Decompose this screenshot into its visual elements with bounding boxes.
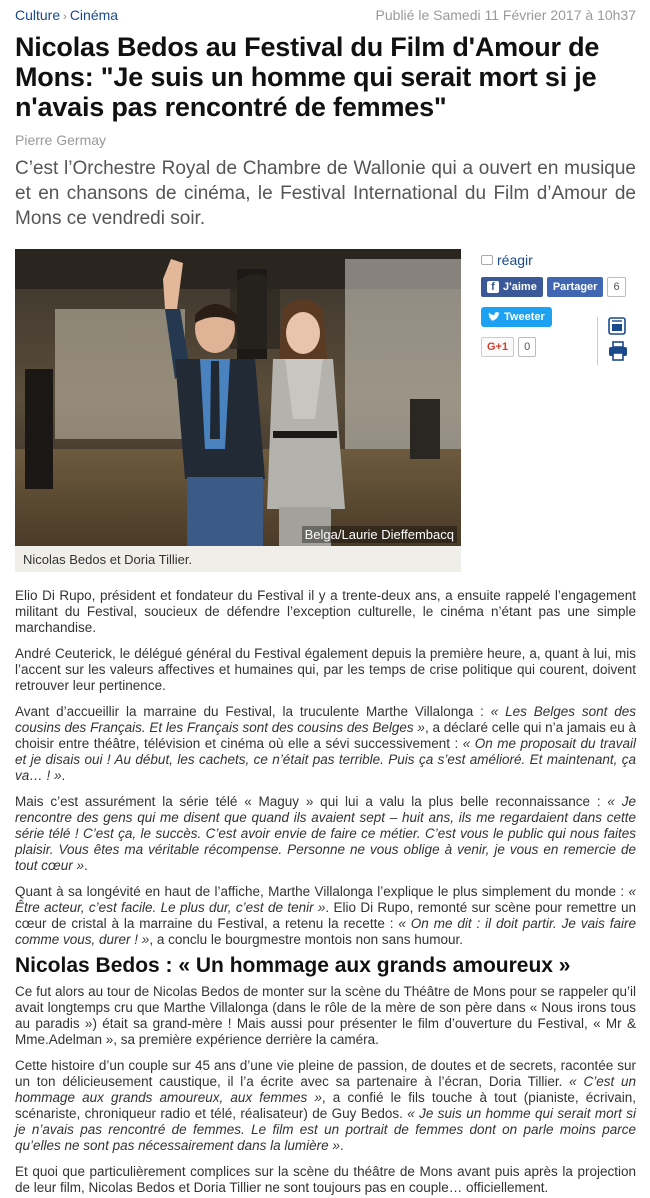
paragraph-text: , a conclu le bourgmestre montois non sans humour.	[149, 932, 463, 947]
paragraph-text: Avant d’accueillir la marraine du Festival, la truculente Marthe Villalonga :	[15, 704, 491, 719]
paragraph	[15, 1164, 636, 1196]
paragraph	[15, 588, 636, 636]
paragraph-text: Cette histoire d’un couple sur 45 ans d’une vie pleine de passion, de doutes et de secrets, racontée sur un ton délicieusement caustique, il l’a écrite avec sa partenaire à l’écran, Doria Tillier.	[15, 1058, 636, 1089]
breadcrumb-cinema-link[interactable]: Cinéma	[69, 7, 119, 23]
photo-illustration	[15, 249, 461, 546]
photo-credit: Belga/Laurie Dieffembacq	[302, 526, 457, 543]
facebook-share-button[interactable]: Partager	[547, 277, 604, 297]
quote-text: « C’est un hommage aux grands amoureux, aux femmes »	[15, 1074, 636, 1105]
quote-text: « On me proposait du travail et je disais oui ! Au début, les cachets, ce n’était pas terrible. Puis ça s’est amélioré. Et maintenant, ça va… ! »	[15, 736, 636, 783]
share-count: 6	[607, 277, 625, 297]
paragraph-text: Elio Di Rupo, président et fondateur du Festival il y a trente-deux ans, a ensuite rappelé l’engagement militant du Festival, soucieux de défendre l’exception culturelle, le cinéma n’étant pas une simple marchandise.	[15, 588, 636, 635]
paragraph-text: Mais c’est assurément la série télé « Maguy » qui lui a valu la plus belle reconnaissance :	[15, 794, 608, 809]
article-title: Nicolas Bedos au Festival du Film d'Amour de Mons: "Je suis un homme qui serait mort si je n'avais pas rencontré de femmes"	[15, 32, 600, 122]
paragraph	[15, 984, 636, 1048]
react-label: réagir	[497, 252, 533, 268]
social-sidebar	[461, 249, 636, 367]
paragraph-text: .	[339, 1138, 344, 1153]
breadcrumb	[15, 7, 118, 23]
photo-caption: Nicolas Bedos et Doria Tillier.	[15, 546, 461, 572]
paragraph-text: Et quoi que particulièrement complices sur la scène du théâtre de Mons avant puis après la projection de leur film, Nicolas Bedos et Doria Tillier ne sont toujours pas en couple… officiellement.	[15, 1164, 636, 1195]
article-body	[15, 588, 636, 1196]
paragraph-text: , a déclaré celle qui n’a jamais eu à choisir entre théâtre, télévision et cinéma où elle a sévi successivement :	[15, 720, 637, 751]
email-article-icon[interactable]	[608, 317, 626, 335]
paragraph	[15, 646, 636, 694]
article-photo	[15, 249, 461, 546]
breadcrumb-separator: ›	[63, 11, 67, 23]
paragraph-text: Quant à sa longévité en haut de l’affiche, Marthe Villalonga l’explique le plus simplement du monde :	[15, 884, 629, 899]
article-tools	[597, 317, 628, 365]
publish-date: Publié le Samedi 11 Février 2017 à 10h37	[375, 7, 636, 23]
paragraph	[15, 1058, 636, 1154]
facebook-icon: f	[487, 281, 499, 293]
comment-icon	[481, 255, 493, 265]
paragraph-text: , a confié le fils touche à tout (pianiste, écrivain, scénariste, chroniqueur radio et télé, réalisateur) de Guy Bedos.	[15, 1090, 636, 1121]
quote-text: « Je rencontre des gens qui me disent que quand ils avaient sept – huit ans, ils me regardaient dans cette série télé ! C’est ça, le succès. C’est avoir envie de faire ce métier. C’est vous le public qui nous faites plaisir. Vous êtes ma véritable récompense. Personne ne vous oblige à venir, je vous en remercie de tout cœur »	[15, 794, 636, 873]
tweet-button[interactable]	[481, 307, 552, 327]
quote-text: « Être acteur, c’est facile. Le plus dur, c’est de tenir »	[15, 884, 636, 915]
paragraph-text: .	[61, 768, 66, 783]
gplus-count: 0	[518, 337, 536, 357]
react-link[interactable]	[481, 251, 636, 269]
print-icon[interactable]	[608, 341, 628, 361]
facebook-row	[481, 277, 636, 297]
paragraph-text: . Elio Di Rupo, remonté sur scène pour remettre un cœur de cristal à la marraine du Festival, a retenu la recette :	[15, 900, 636, 931]
quote-text: « On me dit : il doit partir. Je vais faire comme vous, durer ! »	[15, 916, 636, 947]
article-paragraphs-continued	[15, 984, 636, 1196]
quote-text: « Je suis un homme qui serait mort si je n’avais pas rencontré de femmes. Le film est un portrait de femmes dont on parle moins parce qu’elles ne sont pas nécessairement dans la lumière »	[15, 1106, 636, 1153]
twitter-bird-icon	[488, 312, 500, 322]
paragraph-text: André Ceuterick, le délégué général du Festival également depuis la première heure, a, quant à lui, mis l’accent sur les valeurs affectives et humaines qui, par les temps de crise politique qui courent, doivent retrouver leur pertinence.	[15, 646, 636, 693]
facebook-like-button[interactable]	[481, 277, 543, 297]
facebook-like-label: J'aime	[503, 281, 537, 293]
paragraph-text: Ce fut alors au tour de Nicolas Bedos de monter sur la scène du Théâtre de Mons pour se rappeler qu’il avait longtemps cru que Marthe Villalonga (dans le rôle de la mère de son père dans « Nous irons tous au paradis ») était sa grand-mère ! Mais aussi pour présenter le film d’ouverture du Festival, « Mr & Mme.Adelman », sa première expérience derrière la caméra.	[15, 984, 636, 1047]
article-meta-bar	[15, 0, 636, 30]
paragraph-text: .	[84, 858, 88, 873]
article-lead: C’est l’Orchestre Royal de Chambre de Wallonie qui a ouvert en musique et en chansons de cinéma, le Festival International du Film d’Amour de Mons ce vendredi soir.	[15, 158, 636, 229]
article-paragraphs	[15, 588, 636, 948]
article-subheading: Nicolas Bedos : « Un hommage aux grands amoureux »	[15, 954, 571, 977]
quote-text: « Les Belges sont des cousins des Français. Et les Français sont des cousins des Belges »	[15, 704, 636, 735]
paragraph	[15, 794, 636, 874]
tweet-label: Tweeter	[504, 311, 545, 323]
author-name: Pierre Germay	[15, 132, 107, 148]
paragraph	[15, 704, 636, 784]
paragraph	[15, 884, 636, 948]
breadcrumb-culture-link[interactable]: Culture	[15, 7, 61, 23]
photo-figure	[15, 249, 461, 572]
media-block	[15, 249, 636, 572]
gplus-button[interactable]: G+1	[481, 337, 514, 357]
